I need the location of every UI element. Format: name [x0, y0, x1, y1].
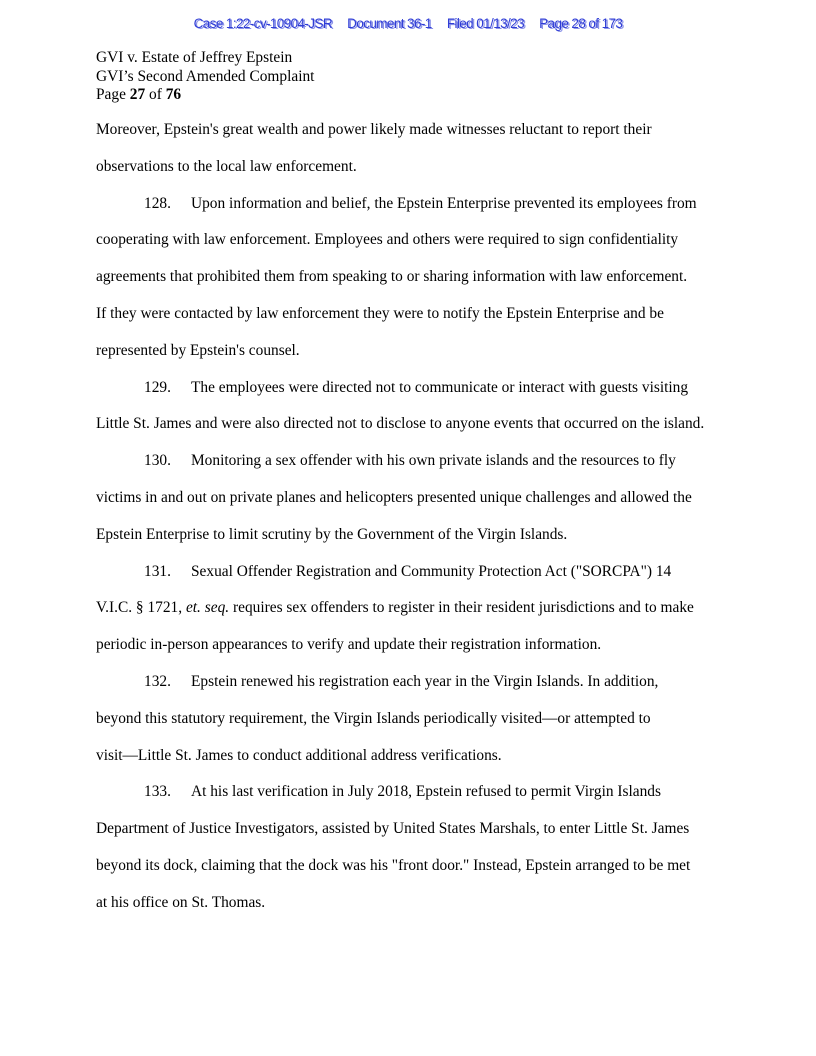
stamp-page-number: Page 28 of 173 Page 28 of 173 [539, 16, 622, 31]
paragraph-133-first-line [96, 780, 724, 817]
paragraph-line: Department of Justice Investigators, assisted by United States Marshals, to enter Little St. James [96, 820, 690, 838]
paragraph-132-first-line [96, 670, 724, 707]
paragraph-text: At his last verification in July 2018, Epstein refused to permit Virgin Islands [191, 783, 661, 801]
paragraph-number: 131. [144, 562, 171, 580]
document-body [96, 118, 724, 928]
paragraph-number: 133. [144, 783, 171, 801]
paragraph-line: If they were contacted by law enforcement they were to notify the Epstein Enterprise and be [96, 304, 664, 322]
paragraph-line: periodic in-person appearances to verify and update their registration information. [96, 636, 602, 654]
caption-document-title: GVI’s Second Amended Complaint [96, 67, 315, 85]
caption-page-number: 27 [129, 86, 146, 103]
paragraph-131-line-2 [96, 596, 724, 633]
paragraph-number: 129. [144, 378, 171, 396]
paragraph-text: The employees were directed not to communicate or interact with guests visiting [191, 378, 689, 396]
caption-case-title: GVI v. Estate of Jeffrey Epstein [96, 49, 293, 66]
paragraph-line: represented by Epstein's counsel. [96, 341, 300, 359]
caption-page-indicator [96, 86, 314, 105]
caption-page-word: Page [96, 86, 126, 103]
et-seq-italic: et. seq. [185, 599, 230, 617]
paragraph-number: 130. [144, 452, 171, 470]
caption-page-total: 76 [165, 86, 182, 103]
court-filing-stamp [0, 16, 816, 31]
paragraph-text: Sexual Offender Registration and Community Protection Act ("SORCPA") 14 [191, 562, 672, 580]
paragraph-128-first-line [96, 192, 724, 229]
paragraph-131-first-line [96, 560, 724, 597]
paragraph-text: Monitoring a sex offender with his own private islands and the resources to fly [191, 452, 676, 470]
paragraph-line: victims in and out on private planes and helicopters presented unique challenges and allowed the [96, 488, 692, 506]
paragraph-text: requires sex offenders to register in their resident jurisdictions and to make [232, 599, 694, 617]
paragraph-line: Little St. James and were also directed not to disclose to anyone events that occurred on the island. [96, 415, 705, 433]
paragraph-line: visit—Little St. James to conduct additional address verifications. [96, 746, 502, 764]
document-caption [96, 49, 314, 105]
paragraph-text: Epstein renewed his registration each year in the Virgin Islands. In addition, [191, 672, 659, 690]
paragraph-line: cooperating with law enforcement. Employees and others were required to sign confidentiality [96, 231, 679, 249]
stamp-case-number: Case 1:22-cv-10904-JSR Case 1:22-cv-10904-JSR [194, 16, 332, 31]
paragraph-line: beyond its dock, claiming that the dock was his "front door." Instead, Epstein arranged to be met [96, 856, 691, 874]
paragraph-number: 128. [144, 194, 171, 212]
statute-citation: V.I.C. § 1721, [96, 599, 183, 617]
paragraph-line: Moreover, Epstein's great wealth and power likely made witnesses reluctant to report their [96, 121, 652, 138]
paragraph-130-first-line [96, 449, 724, 486]
stamp-document-number: Document 36-1 Document 36-1 [347, 16, 432, 31]
paragraph-line: Epstein Enterprise to limit scrutiny by the Government of the Virgin Islands. [96, 525, 568, 543]
paragraph-line: agreements that prohibited them from speaking to or sharing information with law enforcement. [96, 268, 688, 286]
caption-of-word: of [149, 86, 162, 103]
paragraph-number: 132. [144, 672, 171, 690]
stamp-filed-date: Filed 01/13/23 Filed 01/13/23 [447, 16, 524, 31]
paragraph-129-first-line [96, 376, 724, 413]
paragraph-text: Upon information and belief, the Epstein Enterprise prevented its employees from [191, 194, 697, 212]
paragraph-line: observations to the local law enforcement. [96, 157, 357, 175]
paragraph-line: at his office on St. Thomas. [96, 893, 266, 911]
paragraph-line: beyond this statutory requirement, the Virgin Islands periodically visited—or attempted to [96, 709, 651, 727]
